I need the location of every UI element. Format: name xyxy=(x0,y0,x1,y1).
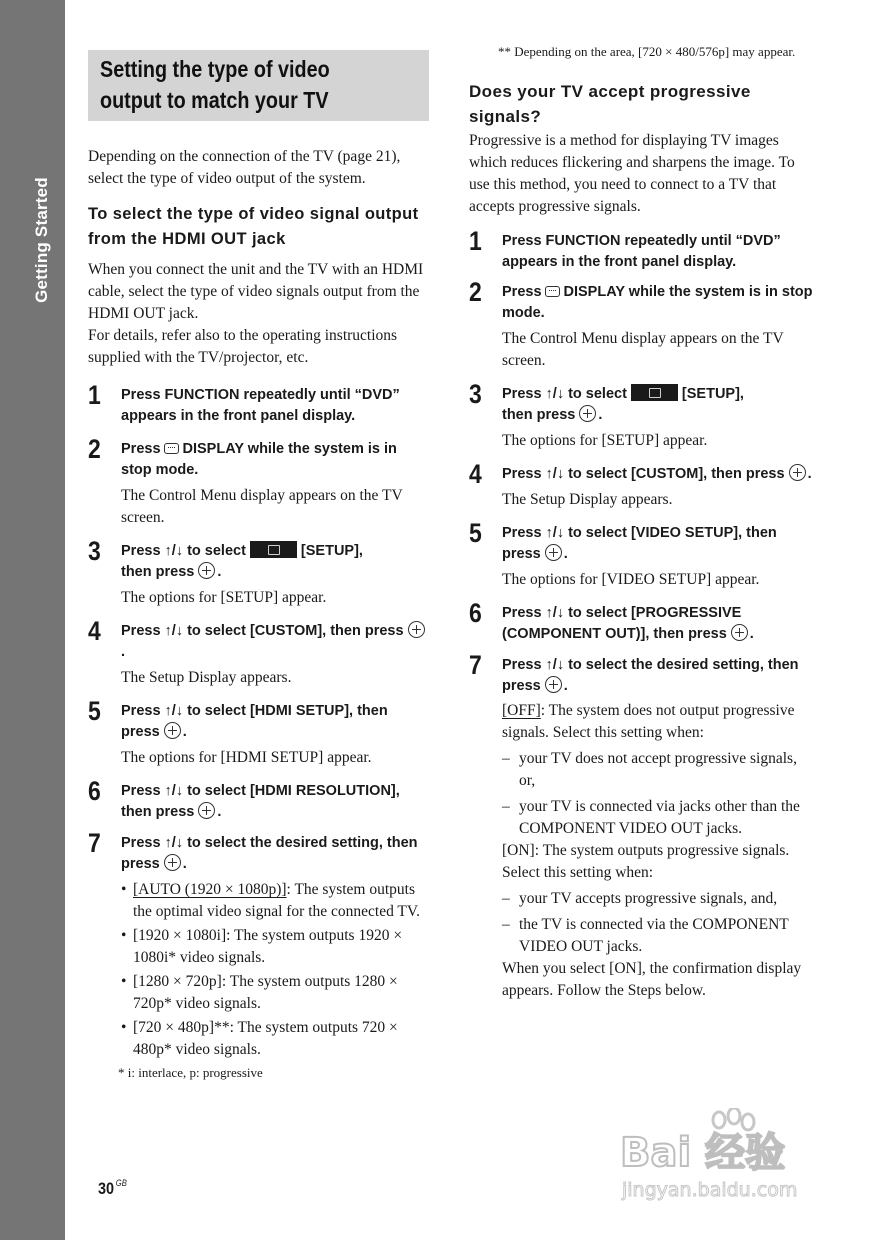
progressive-paragraph: Progressive is a method for displaying TV images which reduces flickering and sharpens the image. To use this method, you need to connect to a TV that accepts progressive signals. xyxy=(469,132,795,215)
step-description: The options for [VIDEO SETUP] appear. xyxy=(502,571,760,588)
hdmi-step-1 xyxy=(88,380,430,427)
enter-icon xyxy=(198,802,215,819)
step-text: Press ↑/↓ to select the desired setting, then press xyxy=(121,835,418,872)
step-number: 6 xyxy=(469,598,482,628)
hdmi-step-3: 3 Press ↑/↓ to select [SETUP], then press . The options for [SETUP] appear. xyxy=(88,541,430,609)
step-text: Press FUNCTION repeatedly until “DVD” appears in the front panel display. xyxy=(121,387,400,424)
off-option xyxy=(502,700,814,744)
step-number: 1 xyxy=(469,226,482,256)
watermark-brand: Bai 经验 xyxy=(620,1130,786,1176)
toolbox-icon xyxy=(250,541,297,558)
option-item xyxy=(121,879,430,923)
option-text: : The system outputs 720 × 480p* video signals. xyxy=(133,1019,398,1058)
page-number-suffix: GB xyxy=(115,1178,127,1188)
enter-icon xyxy=(731,624,748,641)
on-option: [ON]: The system outputs progressive signals. Select this setting when: xyxy=(502,842,790,881)
step-description: The Setup Display appears. xyxy=(121,669,292,686)
section-title-line1: Setting the type of video xyxy=(100,56,330,82)
page-number xyxy=(98,1178,127,1199)
enter-icon xyxy=(789,464,806,481)
hdmi-step-2 xyxy=(88,434,430,529)
baidu-watermark xyxy=(616,1108,826,1204)
enter-icon xyxy=(164,722,181,739)
option-label: [1280 × 720p] xyxy=(133,973,222,990)
side-tab-label: Getting Started xyxy=(32,177,51,303)
step-text: Press FUNCTION repeatedly until “DVD” appears in the front panel display. xyxy=(502,233,781,270)
display-icon xyxy=(545,286,560,297)
option-label: [720 × 480p]** xyxy=(133,1019,230,1036)
hdmi-step-5: 5 Press ↑/↓ to select [HDMI SETUP], then press . The options for [HDMI SETUP] appear. xyxy=(88,701,430,769)
step-text-setup: [SETUP], xyxy=(300,543,363,559)
step-text: Press ↑/↓ to select the desired setting, then press xyxy=(502,657,799,694)
step-description: The options for [SETUP] appear. xyxy=(502,432,708,449)
step-text: Press xyxy=(121,441,161,457)
step-number: 5 xyxy=(88,696,101,726)
page-number-value: 30 xyxy=(98,1179,115,1198)
step-text: Press ↑/↓ to select [HDMI SETUP], then press xyxy=(121,703,388,740)
off-condition: – your TV does not accept progressive signals, or, xyxy=(502,750,797,789)
step-text: Press ↑/↓ to select xyxy=(121,543,246,559)
option-text: : The system outputs 1920 × 1080i* video signals. xyxy=(133,927,403,966)
off-text: : The system does not output progressive signals. Select this setting when: xyxy=(502,702,795,741)
on-condition: – the TV is connected via the COMPONENT VIDEO OUT jacks. xyxy=(502,916,789,955)
on-condition: – your TV accepts progressive signals, and, xyxy=(502,890,778,907)
step-text-cont: DISPLAY while the system is in stop mode. xyxy=(502,284,813,321)
option-item xyxy=(121,925,430,969)
intro-paragraph: Depending on the connection of the TV (page 21), select the type of video output of the system. xyxy=(88,148,401,187)
step-description: The Setup Display appears. xyxy=(502,491,673,508)
enter-icon xyxy=(545,676,562,693)
step-text: Press ↑/↓ to select [HDMI RESOLUTION], then press xyxy=(121,783,400,820)
enter-icon xyxy=(545,544,562,561)
step-number: 2 xyxy=(88,434,101,464)
progressive-heading: Does your TV accept progressive signals? xyxy=(469,82,751,126)
option-label: [1920 × 1080i] xyxy=(133,927,227,944)
step-number: 4 xyxy=(469,459,482,489)
prog-step-7: 7 Press ↑/↓ to select the desired setting, then press . [OFF]: The system does not output progressive signals. Select this setting when: – your TV does not accept progressive signals, or, – your TV is connected via jacks other than the COMPONENT VIDEO OUT jacks. [ON]: The system outputs progressive signals. Select this setting when: – your TV accepts progressive signals, and, – the TV is connected via the COMPONENT VIDEO OUT jacks. When you select [ON], the confirmation display appears. Follow the Steps below. xyxy=(469,655,814,1002)
hdmi-step-6: 6 Press ↑/↓ to select [HDMI RESOLUTION], then press . xyxy=(88,776,400,820)
step-description: The options for [HDMI SETUP] appear. xyxy=(121,749,372,766)
footnote-area: ** Depending on the area, [720 × 480/576p] may appear. xyxy=(498,44,796,59)
option-text: : The system outputs 1280 × 720p* video signals. xyxy=(133,973,398,1012)
step-text: Press ↑/↓ to select xyxy=(502,386,627,402)
side-tab xyxy=(0,0,65,1240)
step-text-setup: [SETUP], xyxy=(681,386,744,402)
step-description: The Control Menu display appears on the TV screen. xyxy=(121,487,403,526)
step-number: 5 xyxy=(469,518,482,548)
toolbox-icon xyxy=(631,384,678,401)
step-number: 1 xyxy=(88,380,101,410)
step-number: 6 xyxy=(88,776,101,806)
step-number: 4 xyxy=(88,616,101,646)
on-condition-text: your TV accepts progressive signals, and, xyxy=(519,890,778,907)
step-text-cont: then press xyxy=(121,564,195,580)
on-condition-text: the TV is connected via the COMPONENT VIDEO OUT jacks. xyxy=(519,916,789,955)
step-text: Press ↑/↓ to select [CUSTOM], then press xyxy=(121,623,404,639)
step-number: 3 xyxy=(469,379,482,409)
step-text: Press ↑/↓ to select [PROGRESSIVE (COMPONENT OUT)], then press xyxy=(502,605,742,642)
enter-icon xyxy=(198,562,215,579)
section-title-line2: output to match your TV xyxy=(100,87,329,113)
prog-step-5: 5 Press ↑/↓ to select [VIDEO SETUP], then press . The options for [VIDEO SETUP] appear. xyxy=(469,523,814,591)
prog-step-6: 6 Press ↑/↓ to select [PROGRESSIVE (COMPONENT OUT)], then press . xyxy=(469,598,754,642)
left-column xyxy=(88,146,430,1082)
enter-icon xyxy=(579,405,596,422)
step-text: Press xyxy=(502,284,542,300)
step-number: 2 xyxy=(469,277,482,307)
enter-icon xyxy=(408,621,425,638)
prog-step-3: 3 Press ↑/↓ to select [SETUP], then press . The options for [SETUP] appear. xyxy=(469,384,814,452)
watermark-url: jingyan.baidu.com xyxy=(622,1179,798,1201)
step-number: 7 xyxy=(88,828,101,858)
option-label: [AUTO (1920 × 1080p)] xyxy=(133,881,287,898)
hdmi-step-7: 7 Press ↑/↓ to select the desired setting, then press . • [AUTO (1920 × 1080p)]: The system outputs the optimal video signal for the connected TV. • [1920 × 1080i]: The system outputs 1920 × 1080i* video signals. • [1280 × 720p]: The system outputs 1280 × 720p* video signals. • [720 × 480p]**: The system outputs 720 × 480p* video signals. xyxy=(88,833,430,1061)
off-condition-text: your TV does not accept progressive signals, or, xyxy=(519,750,797,789)
step-text: Press ↑/↓ to select [CUSTOM], then press xyxy=(502,466,785,482)
closing-paragraph: When you select [ON], the confirmation display appears. Follow the Steps below. xyxy=(502,960,802,999)
hdmi-heading: To select the type of video signal output from the HDMI OUT jack xyxy=(88,205,419,248)
prog-step-2 xyxy=(469,277,814,372)
prog-step-1 xyxy=(469,226,814,273)
step-number: 3 xyxy=(88,536,101,566)
option-item xyxy=(121,971,430,1015)
section-title-box xyxy=(88,50,429,121)
option-text: : The system outputs the optimal video signal for the connected TV. xyxy=(133,881,420,920)
footnote-interlace: * i: interlace, p: progressive xyxy=(118,1065,263,1080)
enter-icon xyxy=(164,854,181,871)
option-item xyxy=(121,1017,430,1061)
off-condition: – your TV is connected via jacks other than the COMPONENT VIDEO OUT jacks. xyxy=(502,798,800,837)
display-icon xyxy=(164,443,179,454)
step-description: The Control Menu display appears on the TV screen. xyxy=(502,330,784,369)
prog-step-4: 4 Press ↑/↓ to select [CUSTOM], then press . The Setup Display appears. xyxy=(469,464,814,511)
off-condition-text: your TV is connected via jacks other than the COMPONENT VIDEO OUT jacks. xyxy=(519,798,800,837)
step-text-cont: DISPLAY while the system is in stop mode. xyxy=(121,441,397,478)
off-label: [OFF] xyxy=(502,702,541,719)
step-text-cont: then press xyxy=(502,407,576,423)
step-text: Press ↑/↓ to select [VIDEO SETUP], then press xyxy=(502,525,777,562)
hdmi-paragraph-2: For details, refer also to the operating instructions supplied with the TV/projector, etc. xyxy=(88,327,398,366)
step-number: 7 xyxy=(469,650,482,680)
hdmi-step-4: 4 Press ↑/↓ to select [CUSTOM], then press. The Setup Display appears. xyxy=(88,621,430,689)
hdmi-paragraph-1: When you connect the unit and the TV with an HDMI cable, select the type of video signals output from the HDMI OUT jack. xyxy=(88,261,424,322)
step-description: The options for [SETUP] appear. xyxy=(121,589,327,606)
right-column xyxy=(469,42,814,1002)
